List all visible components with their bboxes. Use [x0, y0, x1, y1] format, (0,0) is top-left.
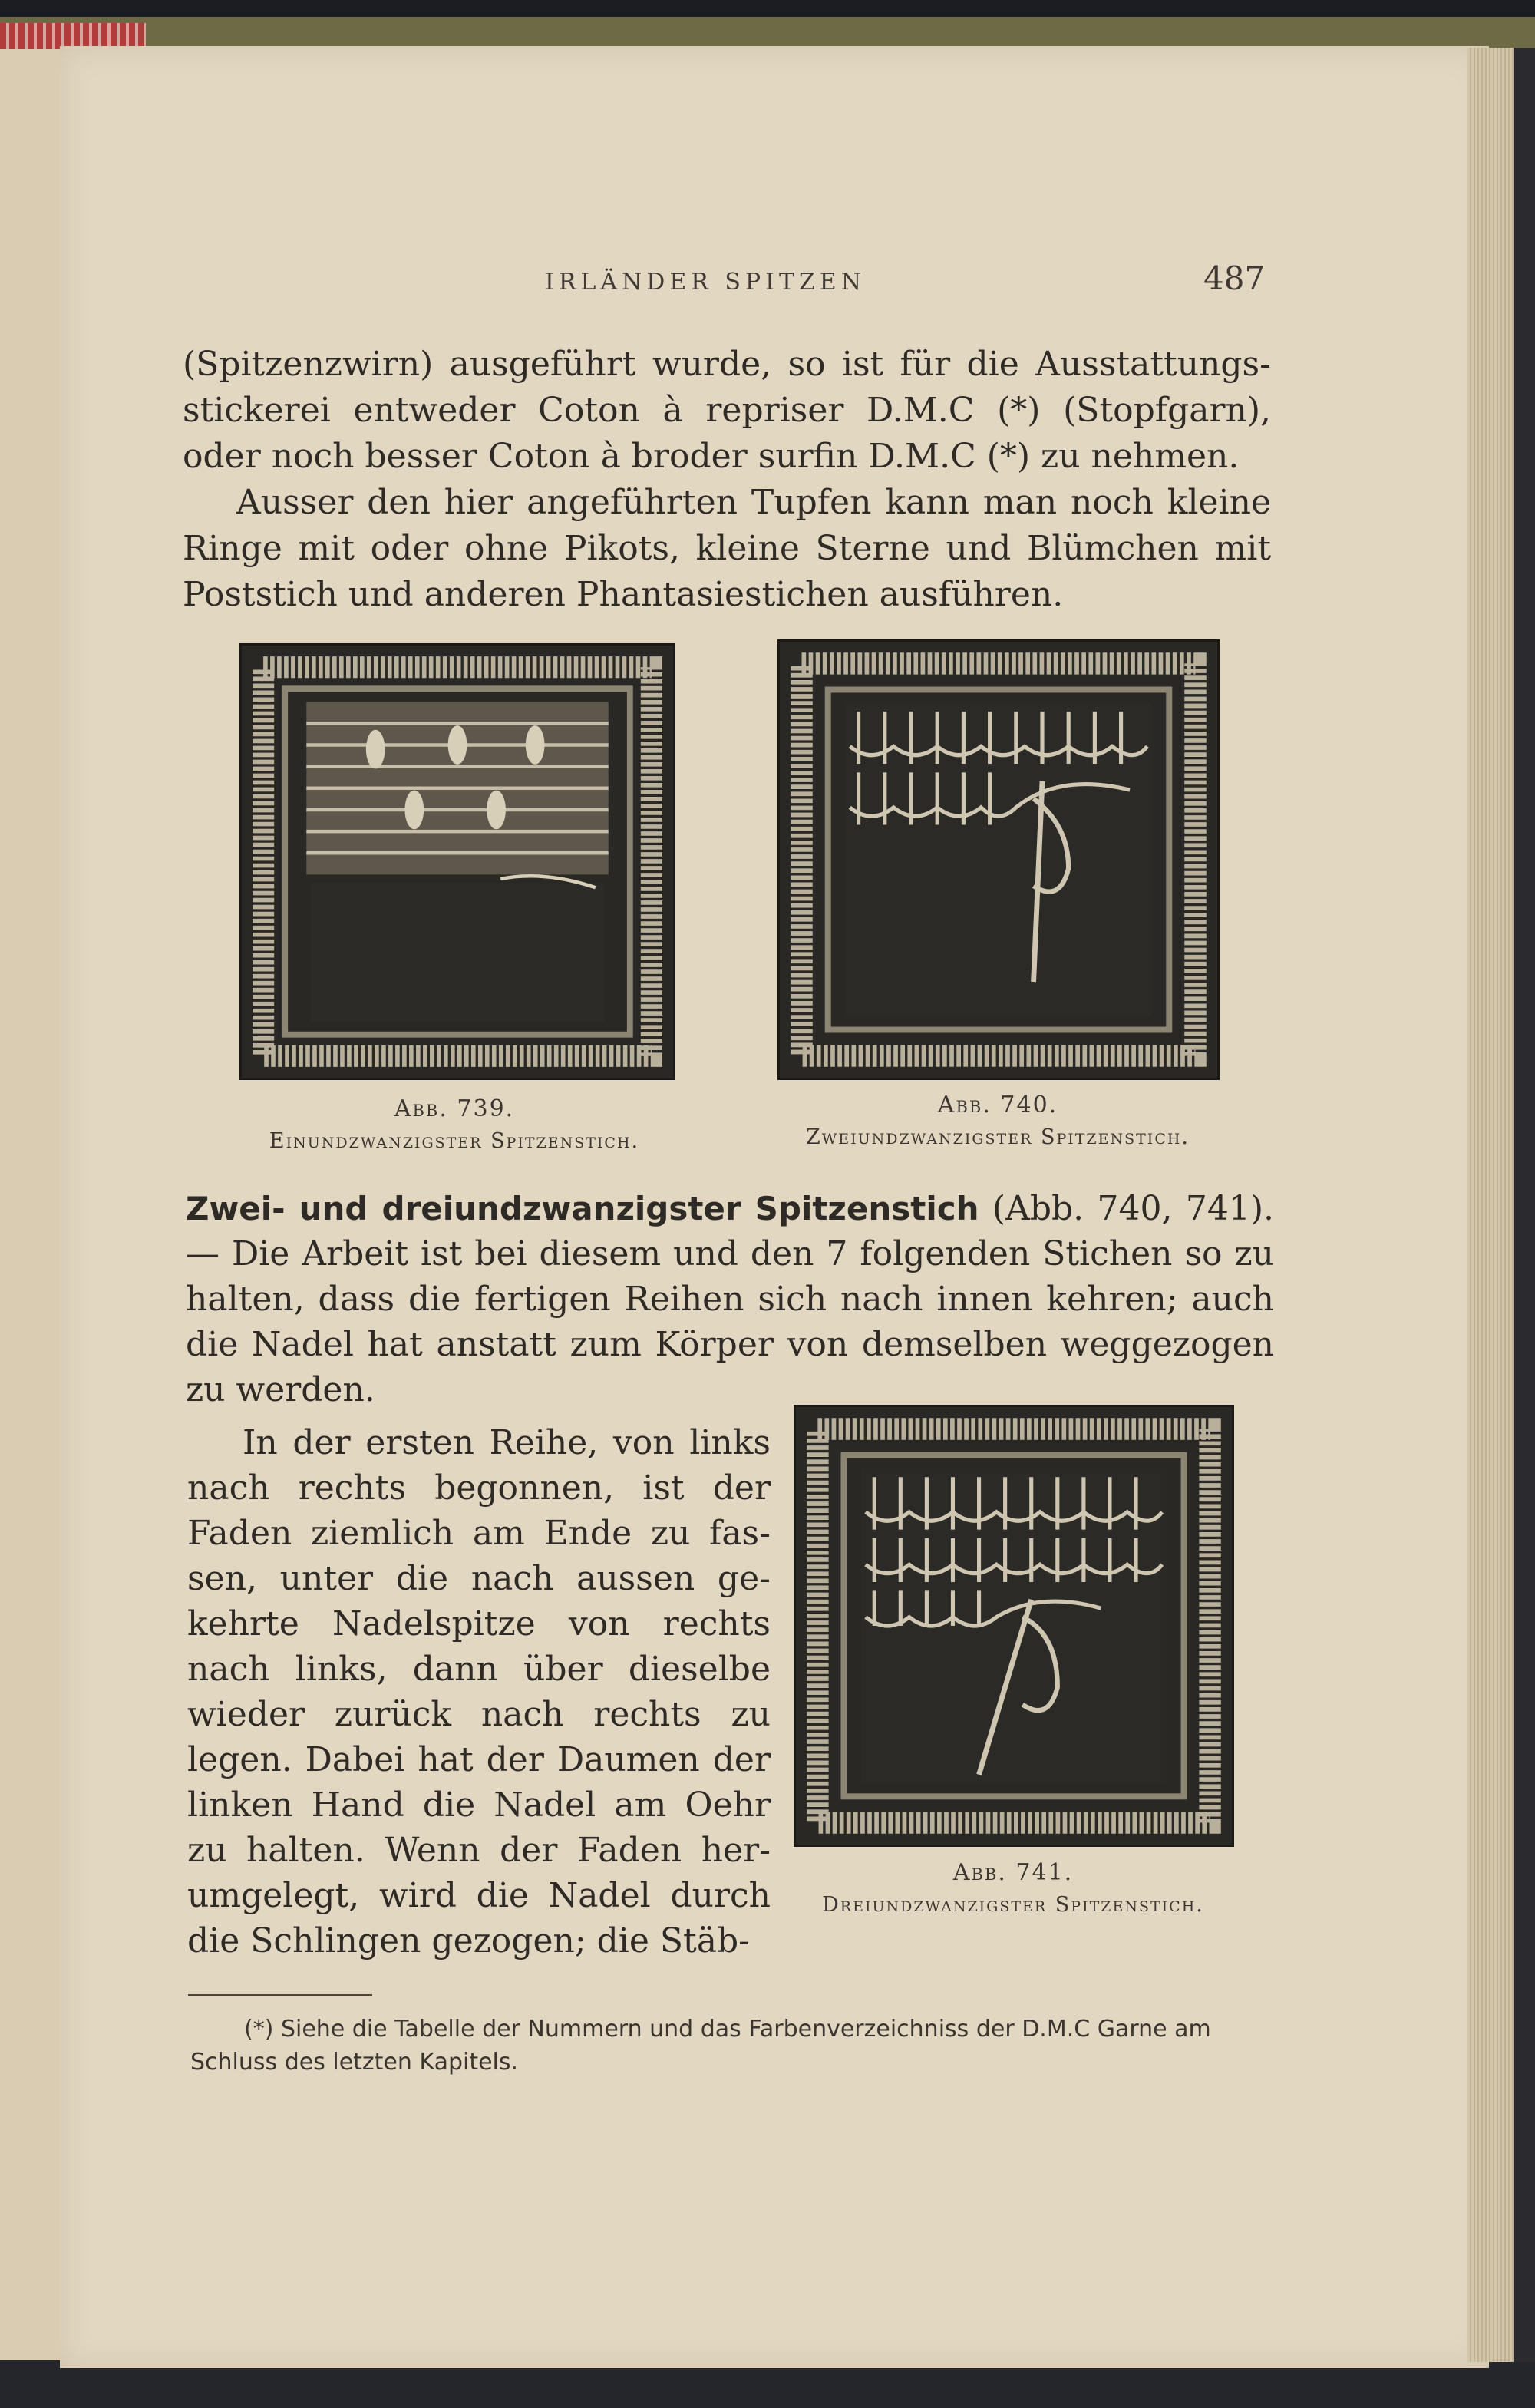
figure-739-caption [201, 1094, 708, 1158]
section-heading: Zwei- und dreiundzwanzigster Spitzenstich [186, 1190, 979, 1227]
figure-741-image [794, 1405, 1234, 1847]
paragraph-continued: (Spitzenzwirn) ausgeführt wurde, so ist für die Ausstattungsstickerei entweder Coton à repriser D.M.C (*) (Stopfgarn), oder noch besser Coton à broder surfin D.M.C (*) zu nehmen. [183, 345, 1271, 476]
page-stack-edge [1467, 48, 1514, 2362]
footnote-divider [188, 1994, 372, 1996]
figure-740-image [777, 639, 1220, 1080]
running-header: IRLÄNDER SPITZEN [545, 269, 866, 296]
instruction-paragraph: In der ersten Reihe, von links nach rechts begonnen, ist der Faden ziemlich am Ende zu fassen, unter die nach aussen gekehrte Nadelspitze von rechts nach links, dann über dieselbe wieder zurück nach rechts zu legen. Dabei hat der Daumen der linken Hand die Nadel am Oehr zu halten. Wenn der Faden herumgelegt, wird die Nadel durch die Schlingen gezogen; die Stäb- [187, 1423, 771, 1960]
figure-739-image [239, 643, 675, 1080]
figure-741-caption [791, 1858, 1236, 1922]
figure-739-number: Abb. 739. [394, 1095, 515, 1122]
footnote: (*) Siehe die Tabelle der Nummern und das Farbenverzeichniss der D.M.C Garne am Schluss des letzten Kapitels. [190, 2016, 1211, 2076]
scan-background-right [1514, 48, 1535, 2362]
section-paragraph [186, 1186, 1274, 1412]
figure-740-title: Zweiundzwanzigster Spitzenstich. [805, 1125, 1190, 1149]
section-paragraph-text: (Abb. 740, 741). — Die Arbeit ist bei diesem und den 7 folgenden Stichen so zu halten, dass die fertigen Reihen sich nach innen kehren; auch die Nadel hat anstatt zum Körper von demselben weggezogen zu werden. [186, 1189, 1274, 1409]
adjacent-page-edge [0, 45, 62, 2363]
paragraph-tupfen: Ausser den hier angeführten Tupfen kann man noch kleine Ringe mit oder ohne Pikots, kleine Sterne und Blümchen mit Poststich und anderen Phantasiestichen ausführen. [183, 483, 1271, 614]
figure-740-number: Abb. 740. [937, 1092, 1058, 1118]
book-spine-pattern [0, 23, 146, 49]
figure-740-caption [737, 1090, 1259, 1154]
figure-741-number: Abb. 741. [952, 1859, 1074, 1886]
figure-739-title: Einundzwanzigster Spitzenstich. [269, 1129, 640, 1153]
page-number: 487 [1203, 259, 1266, 297]
book-cover-top-band [0, 17, 1535, 48]
figure-741-title: Dreiundzwanzigster Spitzenstich. [822, 1893, 1204, 1917]
